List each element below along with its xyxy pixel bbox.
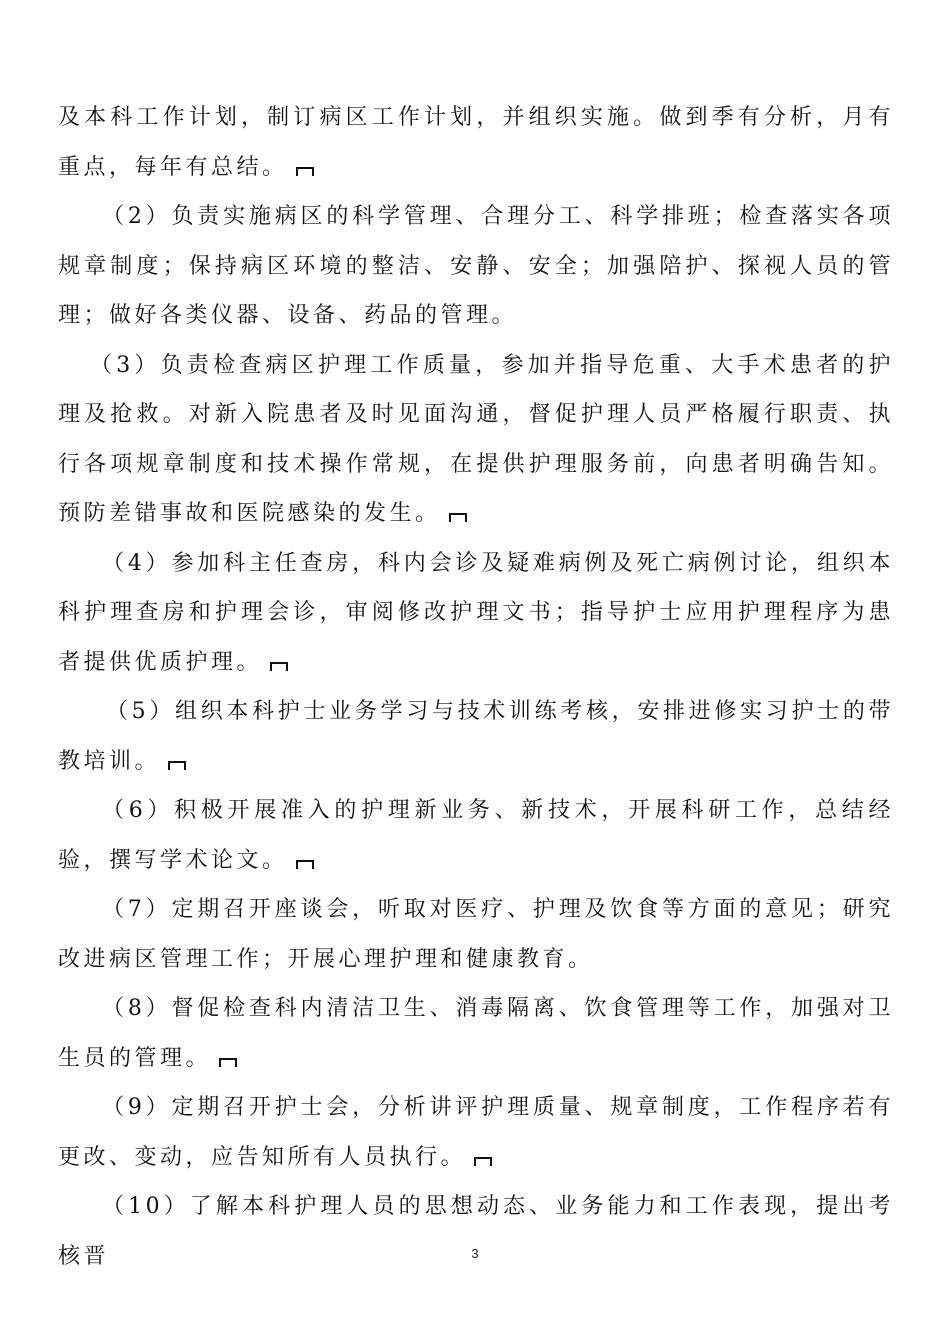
paragraph-text: （6）积极开展准入的护理新业务、新技术，开展科研工作，总结经验，撰写学术论文。 — [58, 798, 894, 873]
page-number: 3 — [471, 1246, 479, 1261]
paragraph-mark-icon — [270, 662, 288, 671]
paragraph-text: （4）参加科主任查房，科内会诊及疑难病例及死亡病例讨论，组织本科护理查房和护理会诊，审阅修改护理文书；指导护士应用护理程序为患者提供优质护理。 — [58, 550, 894, 675]
paragraph-mark-icon — [474, 1157, 492, 1166]
paragraph-text: （9）定期召开护士会，分析讲评护理质量、规章制度，工作程序若有更改、变动，应告知所有人员执行。 — [58, 1095, 894, 1170]
paragraph-mark-icon — [296, 167, 314, 176]
paragraph-text: 及本科工作计划，制订病区工作计划，并组织实施。做到季有分析，月有重点，每年有总结。 — [58, 105, 894, 180]
paragraph — [58, 885, 894, 984]
paragraph — [58, 93, 894, 192]
paragraph-text: （3）负责检查病区护理工作质量，参加并指导危重、大手术患者的护理及抢救。对新入院患者及时见面沟通，督促护理人员严格履行职责、执行各项规章制度和技术操作常规，在提供护理服务前，向患者明确告知。预防差错事故和医院感染的发生。 — [58, 352, 894, 526]
paragraph-text: （7）定期召开座谈会，听取对医疗、护理及饮食等方面的意见；研究改进病区管理工作；开展心理护理和健康教育。 — [58, 897, 894, 972]
paragraph-text: （10）了解本科护理人员的思想动态、业务能力和工作表现，提出考核晋 — [58, 1194, 894, 1269]
paragraph-mark-icon — [449, 513, 467, 522]
paragraph-mark-icon — [168, 761, 186, 770]
paragraph — [58, 192, 894, 341]
paragraph-mark-icon — [296, 860, 314, 869]
paragraph — [58, 539, 894, 688]
paragraph-text: （5）组织本科护士业务学习与技术训练考核，安排进修实习护士的带教培训。 — [58, 699, 894, 774]
paragraph — [58, 341, 894, 539]
paragraph — [58, 687, 894, 786]
paragraph — [58, 984, 894, 1083]
paragraph — [58, 1083, 894, 1182]
body-text — [58, 93, 894, 1281]
paragraph-mark-icon — [219, 1058, 237, 1067]
paragraph — [58, 1182, 894, 1281]
paragraph-text: （8）督促检查科内清洁卫生、消毒隔离、饮食管理等工作，加强对卫生员的管理。 — [58, 996, 894, 1071]
paragraph-text: （2）负责实施病区的科学管理、合理分工、科学排班；检查落实各项规章制度；保持病区环境的整洁、安静、安全；加强陪护、探视人员的管理；做好各类仪器、设备、药品的管理。 — [58, 204, 894, 328]
paragraph — [58, 786, 894, 885]
